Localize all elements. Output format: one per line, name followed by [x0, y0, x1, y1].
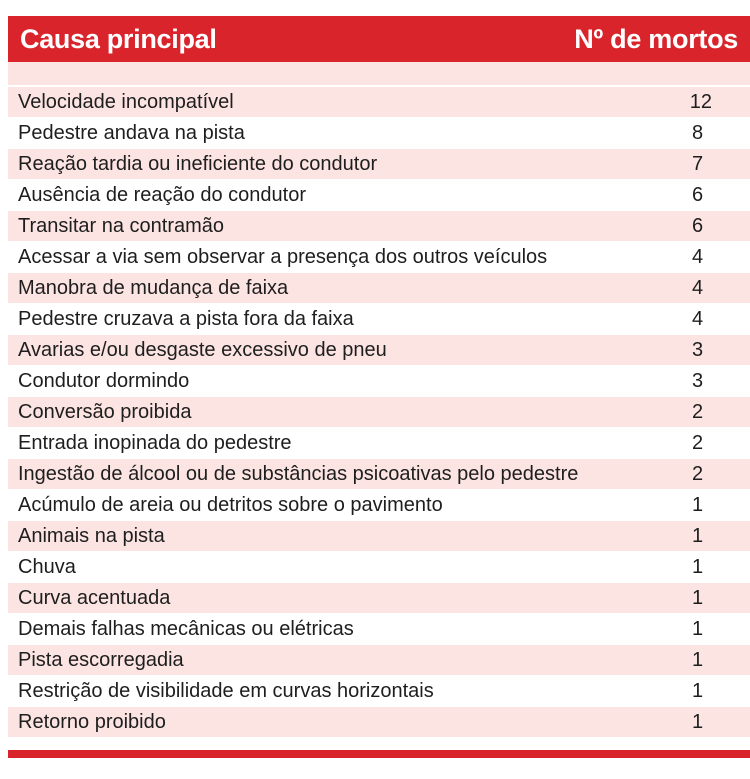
table-row [8, 180, 750, 211]
table-row [8, 459, 750, 490]
table-row [8, 304, 750, 335]
table-row [8, 645, 750, 676]
row-deaths-value: 2 [692, 400, 704, 423]
table-row [8, 614, 750, 645]
row-deaths-value: 6 [692, 183, 704, 206]
row-cause: Ausência de reação do condutor [18, 183, 306, 206]
row-cause: Chuva [18, 555, 76, 578]
table-row [8, 87, 750, 118]
table-body [8, 87, 750, 738]
row-cause: Manobra de mudança de faixa [18, 276, 289, 299]
row-deaths-value: 1 [692, 555, 704, 578]
row-cause: Reação tardia ou ineficiente do condutor [18, 152, 378, 175]
table-row [8, 490, 750, 521]
row-deaths-value: 8 [692, 121, 704, 144]
row-deaths-value: 7 [692, 152, 704, 175]
bottom-gap [8, 738, 750, 750]
row-deaths-value: 1 [692, 648, 704, 671]
row-cause: Retorno proibido [18, 710, 166, 733]
header-cause-label: Causa principal [20, 23, 217, 54]
row-deaths-value: 1 [692, 710, 704, 733]
row-deaths-value: 1 [692, 679, 704, 702]
row-deaths-value: 1 [692, 524, 704, 547]
row-deaths-value: 4 [692, 276, 704, 299]
row-deaths-value: 4 [692, 307, 704, 330]
table-row [8, 552, 750, 583]
row-cause: Ingestão de álcool ou de substâncias psicoativas pelo pedestre [18, 462, 579, 485]
row-deaths-value: 1 [692, 493, 704, 516]
table-row [8, 118, 750, 149]
header-spacer-row [8, 62, 750, 87]
table-row [8, 211, 750, 242]
row-deaths-value: 4 [692, 245, 704, 268]
table-row [8, 242, 750, 273]
row-cause: Velocidade incompatível [18, 90, 234, 113]
row-deaths-value: 12 [689, 90, 712, 113]
table-header [8, 16, 750, 62]
row-cause: Entrada inopinada do pedestre [18, 431, 292, 454]
table-row [8, 149, 750, 180]
row-deaths-value: 2 [692, 462, 704, 485]
row-deaths-value: 6 [692, 214, 704, 237]
row-cause: Restrição de visibilidade em curvas horizontais [18, 679, 434, 702]
table-row [8, 676, 750, 707]
footer-bar [8, 750, 750, 758]
row-cause: Condutor dormindo [18, 369, 190, 392]
row-deaths-value: 1 [692, 617, 704, 640]
row-cause: Avarias e/ou desgaste excessivo de pneu [18, 338, 387, 361]
row-deaths-value: 2 [692, 431, 704, 454]
table-row [8, 335, 750, 366]
table-row [8, 583, 750, 614]
row-cause: Pedestre cruzava a pista fora da faixa [18, 307, 354, 330]
row-deaths-value: 3 [692, 338, 704, 361]
table-row [8, 428, 750, 459]
table-row [8, 366, 750, 397]
table-row [8, 707, 750, 738]
row-cause: Pedestre andava na pista [18, 121, 245, 144]
table-row [8, 521, 750, 552]
row-deaths-value: 3 [692, 369, 704, 392]
row-cause: Pista escorregadia [18, 648, 184, 671]
row-cause: Acessar a via sem observar a presença dos outros veículos [18, 245, 548, 268]
row-cause: Acúmulo de areia ou detritos sobre o pavimento [18, 493, 443, 516]
row-cause: Demais falhas mecânicas ou elétricas [18, 617, 354, 640]
row-deaths-value: 1 [692, 586, 704, 609]
row-cause: Conversão proibida [18, 400, 192, 423]
table-row [8, 273, 750, 304]
table-row [8, 397, 750, 428]
row-cause: Animais na pista [18, 524, 165, 547]
deaths-by-cause-table [8, 16, 750, 758]
row-cause: Curva acentuada [18, 586, 171, 609]
header-deaths-label: Nº de mortos [574, 23, 738, 54]
row-cause: Transitar na contramão [18, 214, 225, 237]
